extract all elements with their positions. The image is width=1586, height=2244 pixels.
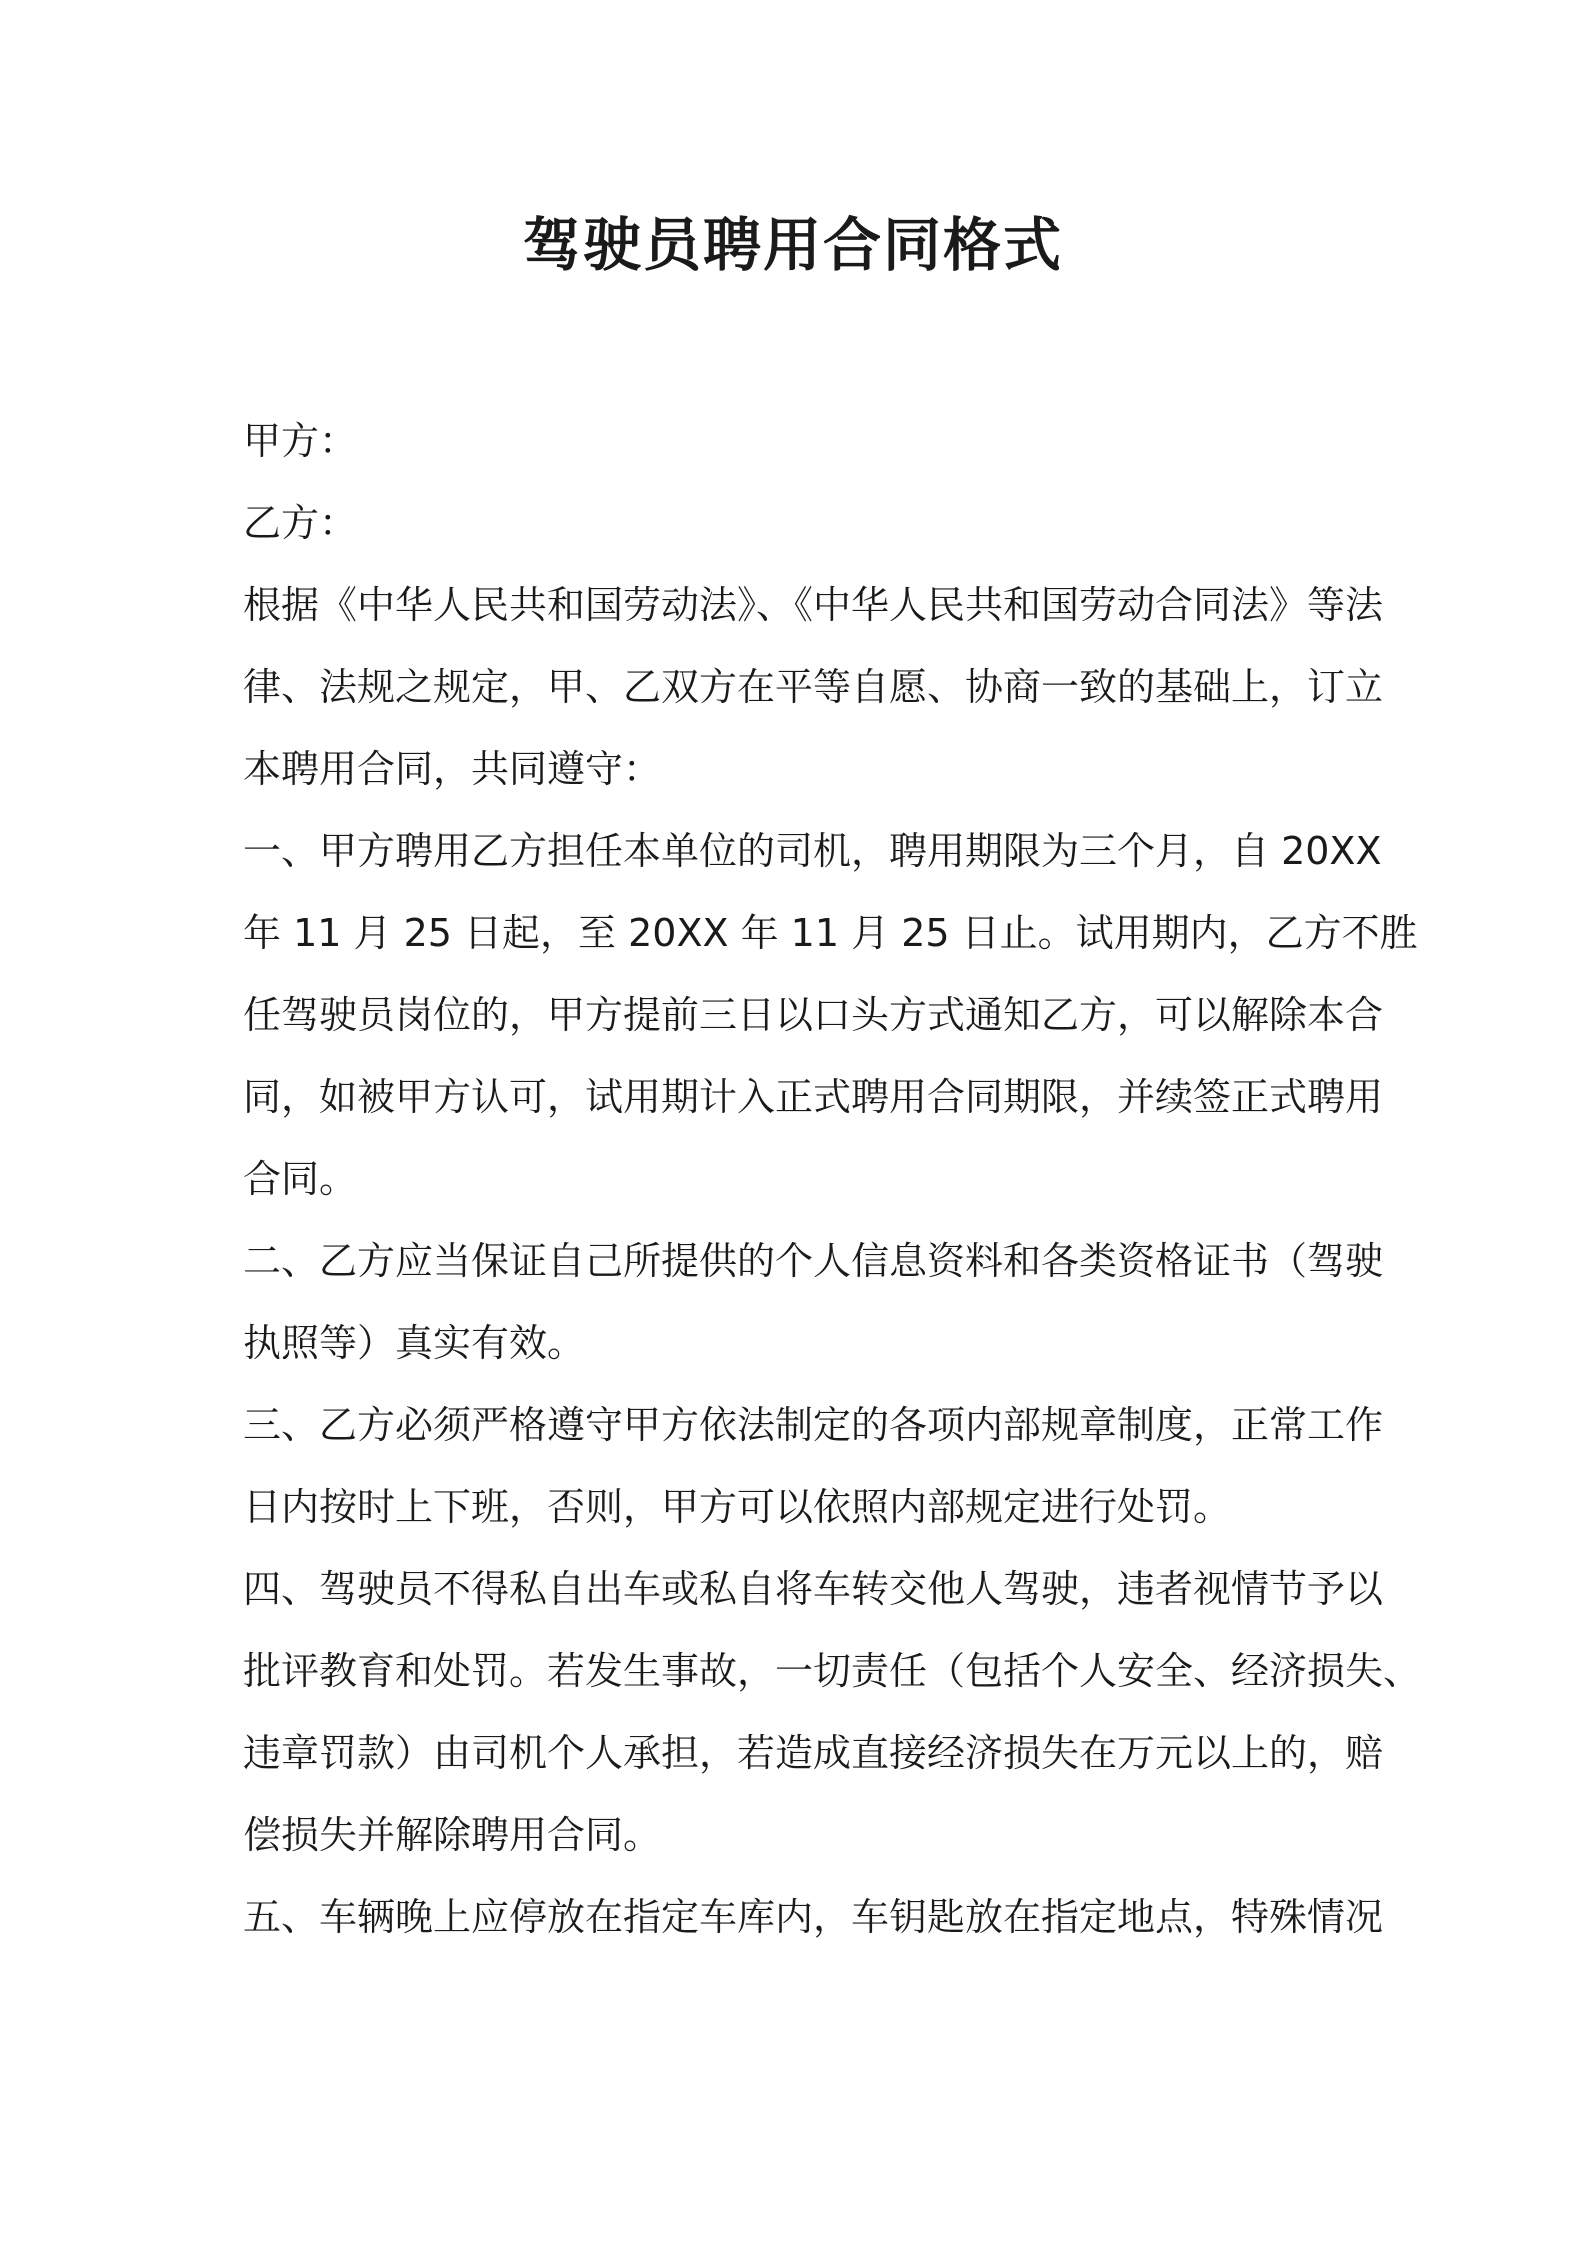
document-line: 执照等）真实有效。 <box>243 1321 586 1365</box>
document-line: 四、驾驶员不得私自出车或私自将车转交他人驾驶，违者视情节予以 <box>243 1567 1384 1611</box>
document-line: 律、法规之规定，甲、乙双方在平等自愿、协商一致的基础上，订立 <box>243 665 1384 709</box>
document-line: 批评教育和处罚。若发生事故，一切责任（包括个人安全、经济损失、 <box>243 1649 1422 1693</box>
document-line: 根据《中华人民共和国劳动法》、《中华人民共和国劳动合同法》等法 <box>243 583 1384 627</box>
document-body <box>243 400 1422 1958</box>
document-line: 一、甲方聘用乙方担任本单位的司机，聘用期限为三个月，自 20XX <box>243 829 1382 873</box>
document-line: 年 11 月 25 日起，至 20XX 年 11 月 25 日止。试用期内，乙方不胜 <box>243 911 1418 955</box>
document-line: 本聘用合同，共同遵守： <box>243 747 662 791</box>
document-line: 二、乙方应当保证自己所提供的个人信息资料和各类资格证书（驾驶 <box>243 1239 1384 1283</box>
document-line: 乙方： <box>243 501 358 545</box>
document-line: 合同。 <box>243 1157 358 1201</box>
document-line: 五、车辆晚上应停放在指定车库内，车钥匙放在指定地点，特殊情况 <box>243 1895 1384 1939</box>
document-line: 日内按时上下班，否则，甲方可以依照内部规定进行处罚。 <box>243 1485 1232 1529</box>
document-line: 三、乙方必须严格遵守甲方依法制定的各项内部规章制度，正常工作 <box>243 1403 1384 1447</box>
document-line: 偿损失并解除聘用合同。 <box>243 1813 662 1857</box>
document-line: 同，如被甲方认可，试用期计入正式聘用合同期限，并续签正式聘用 <box>243 1075 1384 1119</box>
document-title: 驾驶员聘用合同格式 <box>522 211 1063 279</box>
document-line: 甲方： <box>243 419 358 463</box>
document-line: 违章罚款）由司机个人承担，若造成直接经济损失在万元以上的，赔 <box>243 1731 1384 1775</box>
document-line: 任驾驶员岗位的，甲方提前三日以口头方式通知乙方，可以解除本合 <box>243 993 1384 1037</box>
